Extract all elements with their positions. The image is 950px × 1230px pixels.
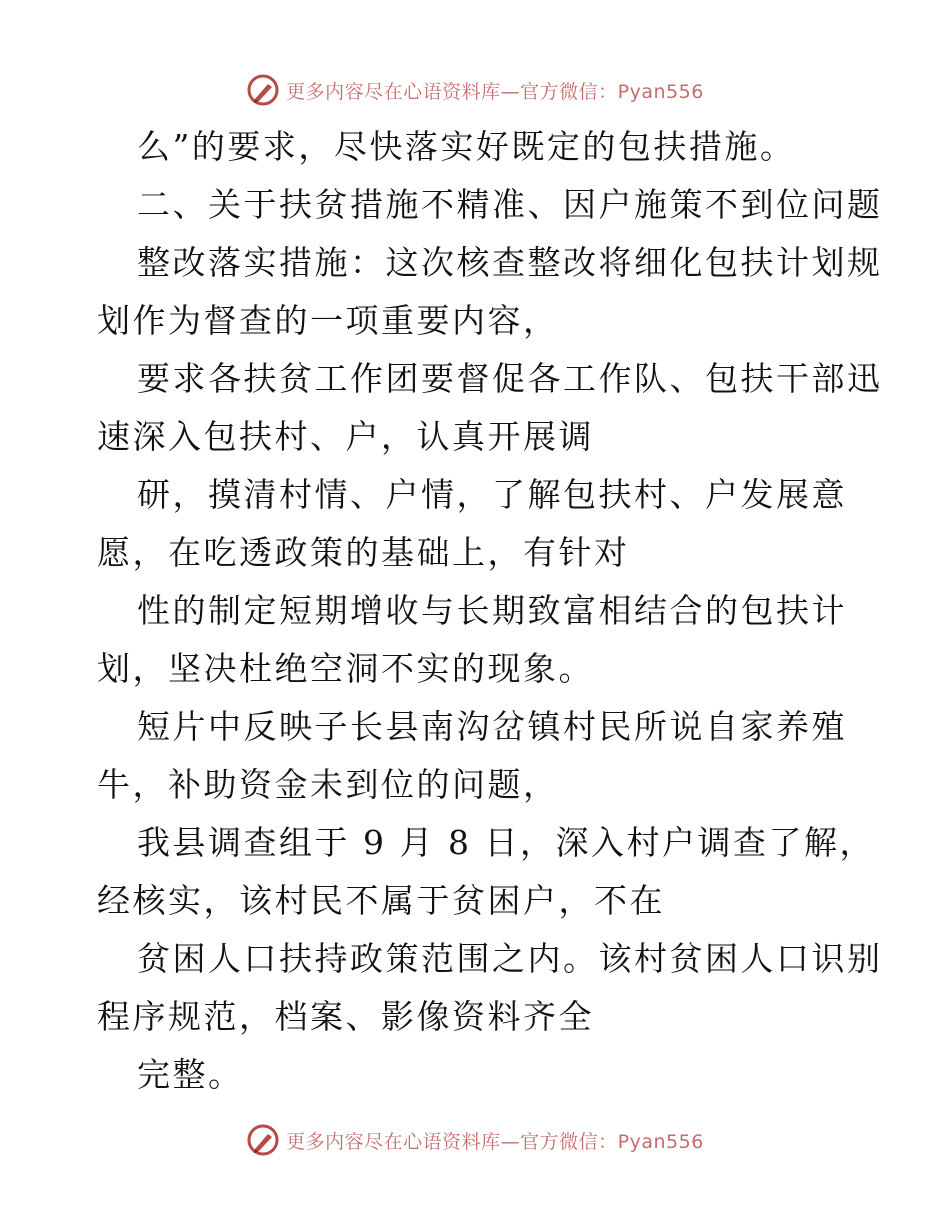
text-line: 划作为督查的一项重要内容， xyxy=(97,301,559,340)
text-line: 划，坚决杜绝空洞不实的现象。 xyxy=(97,649,594,688)
text-line: 速深入包扶村、户，认真开展调 xyxy=(97,417,594,456)
text-line: 要求各扶贫工作团要督促各工作队、包扶干部迅 xyxy=(137,359,883,398)
watermark-text: 更多内容尽在心语资料库—官方微信：Pyan556 xyxy=(286,80,704,103)
text-line: 短片中反映子长县南沟岔镇村民所说自家养殖 xyxy=(137,707,847,746)
text-line: 贫困人口扶持政策范围之内。该村贫困人口识别 xyxy=(137,939,883,978)
watermark-text: 更多内容尽在心语资料库—官方微信：Pyan556 xyxy=(286,1130,704,1153)
text-line: 愿，在吃透政策的基础上，有针对 xyxy=(97,533,630,572)
text-line: 二、关于扶贫措施不精准、因户施策不到位问题 xyxy=(137,185,883,224)
watermark-header xyxy=(0,70,950,110)
text-line: 完整。 xyxy=(137,1055,244,1094)
text-line: 研，摸清村情、户情，了解包扶村、户发展意 xyxy=(137,475,847,514)
text-line: 性的制定短期增收与长期致富相结合的包扶计 xyxy=(137,591,847,630)
text-line: 程序规范，档案、影像资料齐全 xyxy=(97,997,594,1036)
text-line: 牛，补助资金未到位的问题， xyxy=(97,765,559,804)
text-line: 经核实，该村民不属于贫困户，不在 xyxy=(97,881,665,920)
pen-logo-icon xyxy=(246,1123,280,1157)
text-line: 整改落实措施：这次核查整改将细化包扶计划规 xyxy=(137,243,883,282)
document-body xyxy=(97,118,883,1104)
text-line: 么”的要求，尽快落实好既定的包扶措施。 xyxy=(137,127,796,166)
pen-logo-icon xyxy=(246,73,280,107)
text-line: 我县调查组于 9 月 8 日，深入村户调查了解， xyxy=(137,823,875,862)
watermark-footer xyxy=(0,1120,950,1160)
